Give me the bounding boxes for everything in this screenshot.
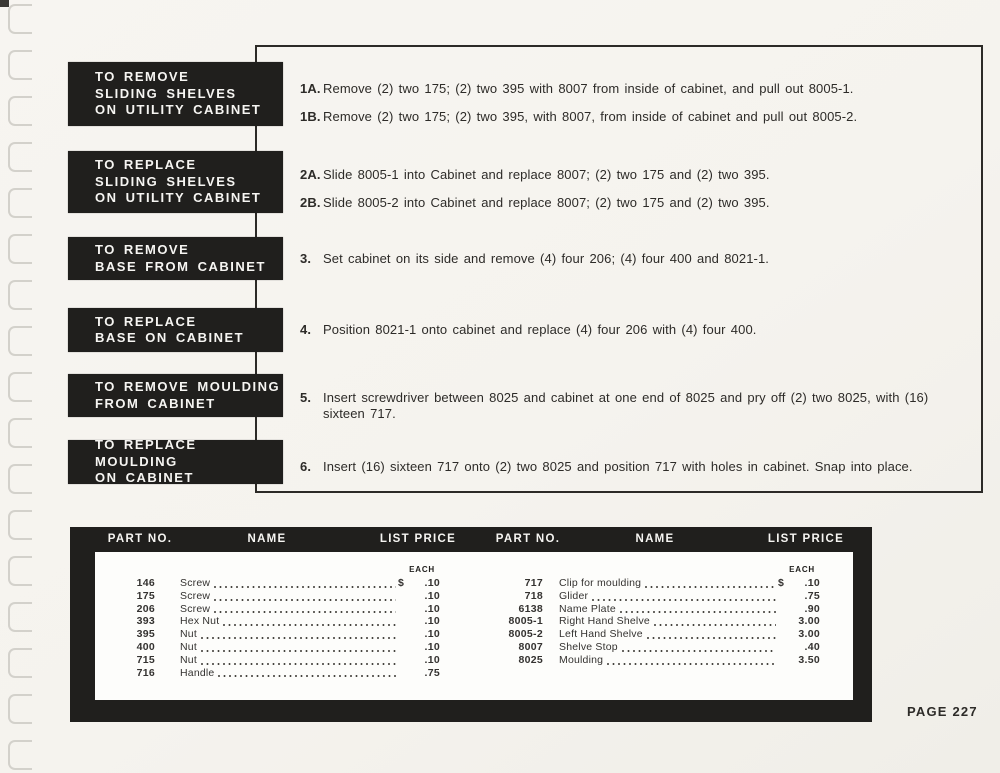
label-line: FROM CABINET [95,395,216,411]
table-row [125,590,440,603]
binding-hole-icon [8,188,32,218]
parts-price-table [70,527,872,722]
table-body [95,552,853,700]
part-no: 6138 [518,602,543,615]
currency-sign: $ [398,577,404,589]
table-row [125,654,440,667]
dot-leader [622,650,776,652]
part-name: Moulding [559,653,604,666]
step-text: Slide 8005-1 into Cabinet and replace 8007; (2) two 175 and (2) two 395. [323,167,770,182]
table-row [495,590,820,603]
step-number: 2B. [300,195,321,210]
part-price: .75 [804,589,820,602]
binding-hole-icon [8,694,32,724]
column-header-part-no: PART NO. [107,533,173,545]
part-no: 393 [136,615,155,628]
dot-leader [645,586,776,588]
step-2b [300,195,941,211]
step-text: Remove (2) two 175; (2) two 395 with 8007 from inside of cabinet, and pull out 8005-1. [323,81,854,96]
step-2a [300,167,941,183]
dot-leader [201,663,396,665]
label-line: TO REMOVE [95,69,190,85]
table-header-row [70,533,872,549]
part-no: 8007 [518,640,543,653]
column-header-list-price: LIST PRICE [767,533,845,545]
part-price: .40 [804,640,820,653]
section-label-replace-moulding [68,437,283,486]
step-number: 2A. [300,167,321,182]
column-header-name: NAME [247,533,287,545]
step-number: 5. [300,390,312,405]
label-line: SLIDING SHELVES [95,173,237,189]
part-no: 717 [524,577,543,589]
part-no: 206 [136,602,155,615]
step-text: Remove (2) two 175; (2) two 395, with 8007, from inside of cabinet and pull out 8005-2. [323,109,858,124]
step-number: 1A. [300,81,321,96]
part-name: Nut [180,653,197,666]
binding-hole-icon [8,4,32,34]
part-price: .10 [424,589,440,602]
part-name: Right Hand Shelve [559,615,650,628]
dot-leader [214,599,396,601]
page-number: PAGE 227 [907,704,978,719]
part-no: 8005-2 [508,628,543,641]
step-3 [300,251,941,267]
step-number: 4. [300,322,312,337]
part-price: .75 [424,666,440,679]
table-column-right [495,565,820,667]
dot-leader [214,611,396,613]
binding-hole-icon [8,648,32,678]
table-row [125,603,440,616]
dot-leader [201,637,396,639]
step-text: Slide 8005-2 into Cabinet and replace 8007; (2) two 175 and (2) two 395. [323,195,770,210]
part-name: Handle [180,666,215,679]
section-label-remove-sliding-shelves [68,62,283,126]
step-number: 1B. [300,109,321,124]
label-line: BASE ON CABINET [95,330,245,345]
binding-hole-icon [8,602,32,632]
column-header-name: NAME [635,533,675,545]
part-name: Screw [180,589,211,602]
part-no: 716 [136,666,155,679]
part-price: .90 [804,602,820,615]
dot-leader [214,586,396,588]
part-name: Nut [180,628,197,641]
part-name: Screw [180,602,211,615]
binding-hole-icon [8,510,32,540]
binding-hole-icon [8,418,32,448]
part-no: 715 [136,653,155,666]
part-no: 8005-1 [508,615,543,628]
part-price: .10 [424,628,440,641]
step-5 [300,390,941,422]
part-no: 718 [524,589,543,602]
part-name: Left Hand Shelve [559,628,643,641]
part-price: 3.00 [798,615,820,628]
part-name: Nut [180,640,197,653]
label-line: ON UTILITY CABINET [95,190,262,206]
step-1b [300,109,941,125]
part-price: .10 [424,653,440,666]
binding-hole-icon [8,234,32,264]
part-price: .10 [424,640,440,653]
part-no: 8025 [518,653,543,666]
binding-hole-icon [8,142,32,172]
table-row [495,577,820,590]
table-row [495,654,820,667]
part-name: Name Plate [559,602,616,615]
table-row [125,628,440,641]
step-text: Insert (16) sixteen 717 onto (2) two 8025 and position 717 with holes in cabinet. Snap into place. [323,459,913,474]
label-line: TO REPLACE [95,157,197,173]
table-row [125,577,440,590]
part-no: 175 [136,589,155,602]
part-price: .10 [424,602,440,615]
dot-leader [647,637,776,639]
dot-leader [223,624,396,626]
step-6 [300,459,941,475]
dot-leader [654,624,776,626]
dot-leader [592,599,776,601]
label-line: ON UTILITY CABINET [95,102,262,118]
table-row [495,641,820,654]
table-row [495,603,820,616]
section-label-remove-base [68,237,283,280]
binding-hole-icon [8,556,32,586]
binding-hole-icon [8,372,32,402]
part-price: .10 [424,615,440,628]
section-label-replace-base [68,308,283,352]
part-name: Glider [559,589,589,602]
each-label: EACH [789,565,815,574]
table-row [125,641,440,654]
step-text: Position 8021-1 onto cabinet and replace (4) four 206 with (4) four 400. [323,322,757,337]
dot-leader [201,650,396,652]
part-price: .10 [424,577,440,589]
column-header-part-no: PART NO. [495,533,561,545]
part-name: Shelve Stop [559,640,618,653]
table-row [125,667,440,680]
dot-leader [218,675,396,677]
label-line: BASE FROM CABINET [95,258,266,274]
label-line: TO REPLACE [95,313,197,329]
step-1a [300,81,941,97]
label-line: TO REMOVE MOULDING [95,379,281,394]
label-line: TO REMOVE [95,242,190,257]
table-column-left [125,565,440,679]
table-row [495,615,820,628]
label-line: SLIDING SHELVES [95,85,237,101]
binding-hole-icon [8,464,32,494]
binding-hole-icon [8,50,32,80]
step-text: Insert screwdriver between 8025 and cabinet at one end of 8025 and pry off (2) two 8025, with (16) sixteen 717. [323,390,929,421]
dot-leader [620,611,776,613]
part-no: 400 [136,640,155,653]
part-price: .10 [804,577,820,589]
binding-hole-icon [8,96,32,126]
part-price: 3.00 [798,628,820,641]
section-label-remove-moulding [68,374,283,417]
dot-leader [607,663,776,665]
column-header-list-price: LIST PRICE [379,533,457,545]
currency-sign: $ [778,577,784,589]
step-number: 6. [300,459,312,474]
part-name: Screw [180,577,211,589]
binding-hole-icon [8,326,32,356]
binding-hole-icon [8,280,32,310]
table-row [495,628,820,641]
binding-hole-icon [8,740,32,770]
part-no: 395 [136,628,155,641]
part-name: Hex Nut [180,615,220,628]
part-no: 146 [136,577,155,589]
binding-strip [8,4,38,773]
step-number: 3. [300,251,312,266]
step-text: Set cabinet on its side and remove (4) four 206; (4) four 400 and 8021-1. [323,251,769,266]
section-label-replace-sliding-shelves [68,151,283,213]
table-row [125,615,440,628]
label-line: ON CABINET [95,470,194,486]
step-4 [300,322,941,338]
each-label: EACH [409,565,435,574]
part-price: 3.50 [798,653,820,666]
label-line: TO REPLACE MOULDING [95,437,197,469]
part-name: Clip for moulding [559,577,642,589]
